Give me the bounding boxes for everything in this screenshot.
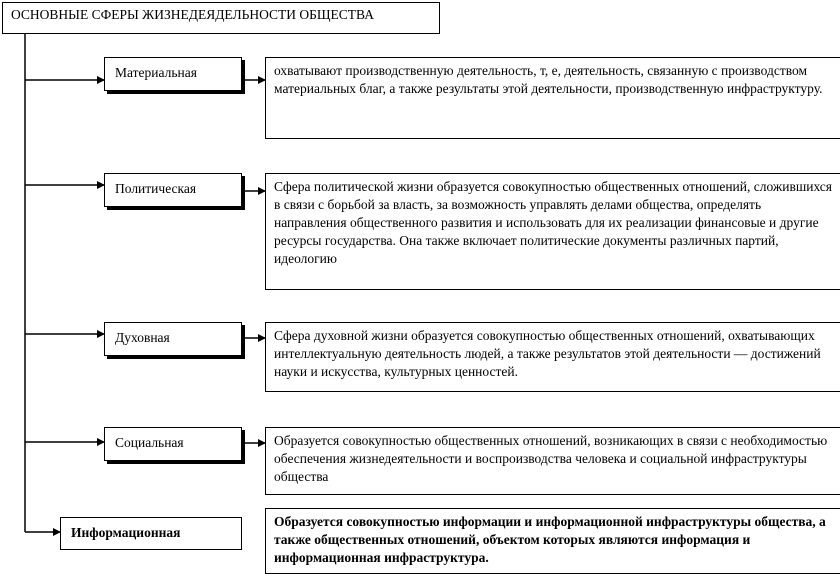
sphere-social: Социальная — [104, 427, 242, 461]
diagram-title: ОСНОВНЫЕ СФЕРЫ ЖИЗНЕДЕЯДЕЛЬНОСТИ ОБЩЕСТВА — [2, 2, 440, 34]
description-social: Образуется совокупностью общественных отношений, возникающих в связи с необходимостью обеспечения жизнедеятельности и воспроизводства человека и социальной инфраструктуры общества — [265, 427, 840, 495]
description-material: охватывают производственную деятельность, т, е, деятельность, связанную с производством материальных благ, а также результаты этой деятельности, производственную инфраструктуру. — [265, 57, 840, 139]
description-spiritual: Сфера духовной жизни образуется совокупностью общественных отношений, охватывающих интеллектуальную деятельность людей, а также результатов этой деятельности — достижений науки и искусства, культурных ценностей. — [265, 322, 840, 392]
description-informational: Образуется совокупностью информации и информационной инфраструктуры общества, а также общественных отношений, объектом которых являются информация и информационная инфраструктура. — [265, 508, 840, 574]
sphere-political: Политическая — [104, 173, 242, 207]
sphere-informational: Информационная — [60, 517, 242, 550]
sphere-material: Материальная — [104, 57, 242, 91]
description-political: Сфера политической жизни образуется совокупностью общественных отношений, сложившихся в связи с борьбой за власть, за возможность управлять делами общества, определять направления общественного развития и использовать для их реализации финансовые и другие ресурсы государства. Она также включает политические документы различных партий, идеологию — [265, 173, 840, 290]
sphere-spiritual: Духовная — [104, 322, 242, 356]
